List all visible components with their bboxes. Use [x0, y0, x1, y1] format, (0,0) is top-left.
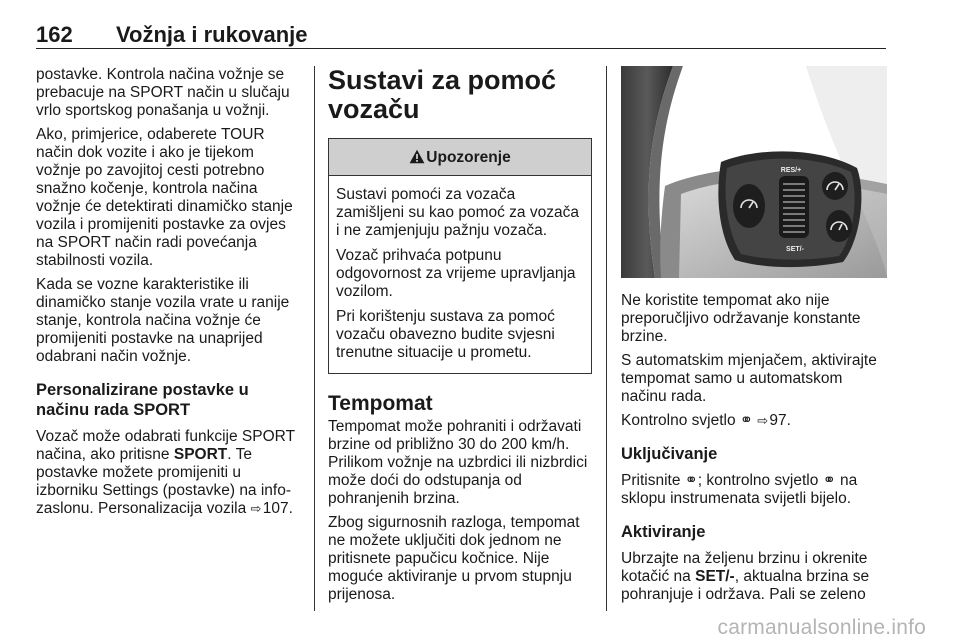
page-ref-link[interactable]: 97. [769, 412, 791, 429]
page-header [36, 22, 886, 49]
section-heading: Personalizirane postavke u načinu rada SPORT [36, 381, 249, 419]
paragraph: Tempomat može pohraniti i održavati brzine od približno 30 do 200 km/h. Prilikom vožnje na uzbrdici ili nizbrdici može doći do odstupanja od pohranjenih brzina. [328, 418, 588, 507]
warning-icon [409, 149, 425, 164]
section-heading: Uključivanje [621, 445, 718, 463]
column-divider [314, 66, 315, 611]
watermark: carmanualsonline.info [717, 616, 926, 639]
paragraph: Ne koristite tempomat ako nije preporučljivo održavanje konstante brzine. [621, 292, 861, 345]
paragraph: S automatskim mjenjačem, aktivirajte tempomat samo u automatskom načinu rada. [621, 352, 877, 405]
paragraph: Ubrzajte na željenu brzinu i okrenite kotačić na SET/-, aktualna brzina se pohranjuje i održava. Pali se zeleno [621, 550, 870, 603]
steering-wheel-controls-image [621, 66, 887, 278]
paragraph: Zbog sigurnosnih razloga, tempomat ne možete uključiti dok jednom ne pritisnete papučicu kočnice. Nije moguće aktiviranje u prvom stupnju prijenosa. [328, 514, 580, 603]
subsection-title: Tempomat [328, 392, 433, 415]
warning-text: Vozač prihvaća potpunu odgovornost za vrijeme upravljanja vozilom. [336, 247, 576, 300]
steering-wheel-illustration [621, 66, 887, 278]
page-ref-arrow-icon: ⇨ [250, 501, 262, 516]
column-left [36, 66, 302, 524]
warning-header [329, 139, 591, 176]
warning-body [329, 176, 591, 373]
key-label: SPORT [173, 446, 228, 463]
page-ref-arrow-icon: ⇨ [757, 413, 769, 428]
section-title: Sustavi za pomoć vozaču [328, 65, 557, 124]
cruise-control-icon: ⚭ [739, 412, 753, 429]
cruise-control-icon: ⚭ [684, 472, 698, 489]
column-middle [328, 66, 592, 610]
paragraph: Ako, primjerice, odaberete TOUR način dok vozite i ako je tijekom vožnje po zavojitoj cesti potrebno snažno kočenje, kontrola načina vožnje će detektirati dinamičko stanje vozila i promijeniti postavke za ovjes na SPORT način radi povećanja stabilnosti vozila. [36, 126, 293, 269]
column-divider [606, 66, 607, 611]
paragraph: Kada se vozne karakteristike ili dinamičko stanje vozila vrate u ranije stanje, kontrola načina vožnje će promijeniti postavke na unaprijed odabrani način vožnje. [36, 276, 290, 365]
res-label: RES/+ [780, 167, 802, 174]
paragraph: Pritisnite ⚭; kontrolno svjetlo ⚭ na sklopu instrumenata svijetli bijelo. [621, 472, 858, 507]
key-label: SET/- [695, 568, 735, 585]
warning-text: Pri korištenju sustava za pomoć vozaču obavezno budite svjesni trenutne situacije u prometu. [336, 308, 555, 361]
paragraph: postavke. Kontrola načina vožnje se prebacuje na SPORT način u slučaju vrlo sportskog ponašanja u vožnji. [36, 66, 290, 119]
paragraph: Kontrolno svjetlo ⚭ ⇨ 97. [621, 412, 791, 429]
page-number: 162 [36, 22, 73, 47]
warning-label: Upozorenje [426, 149, 511, 166]
chapter-title: Vožnja i rukovanje [116, 22, 308, 47]
page-ref-link[interactable]: 107. [262, 500, 293, 517]
paragraph: Vozač može odabrati funkcije SPORT načina, ako pritisne SPORT. Te postavke možete promijeniti u izborniku Settings (postavke) na info-zaslonu. Personalizacija vozila ⇨ 107. [36, 428, 295, 517]
column-right [621, 292, 887, 610]
cruise-control-icon: ⚭ [822, 472, 836, 489]
warning-text: Sustavi pomoći za vozača zamišljeni su kao pomoć za vozača i ne zamjenjuju pažnju vozača. [336, 186, 579, 239]
set-label: SET/- [786, 246, 804, 253]
warning-box [328, 138, 592, 374]
section-heading: Aktiviranje [621, 523, 706, 541]
